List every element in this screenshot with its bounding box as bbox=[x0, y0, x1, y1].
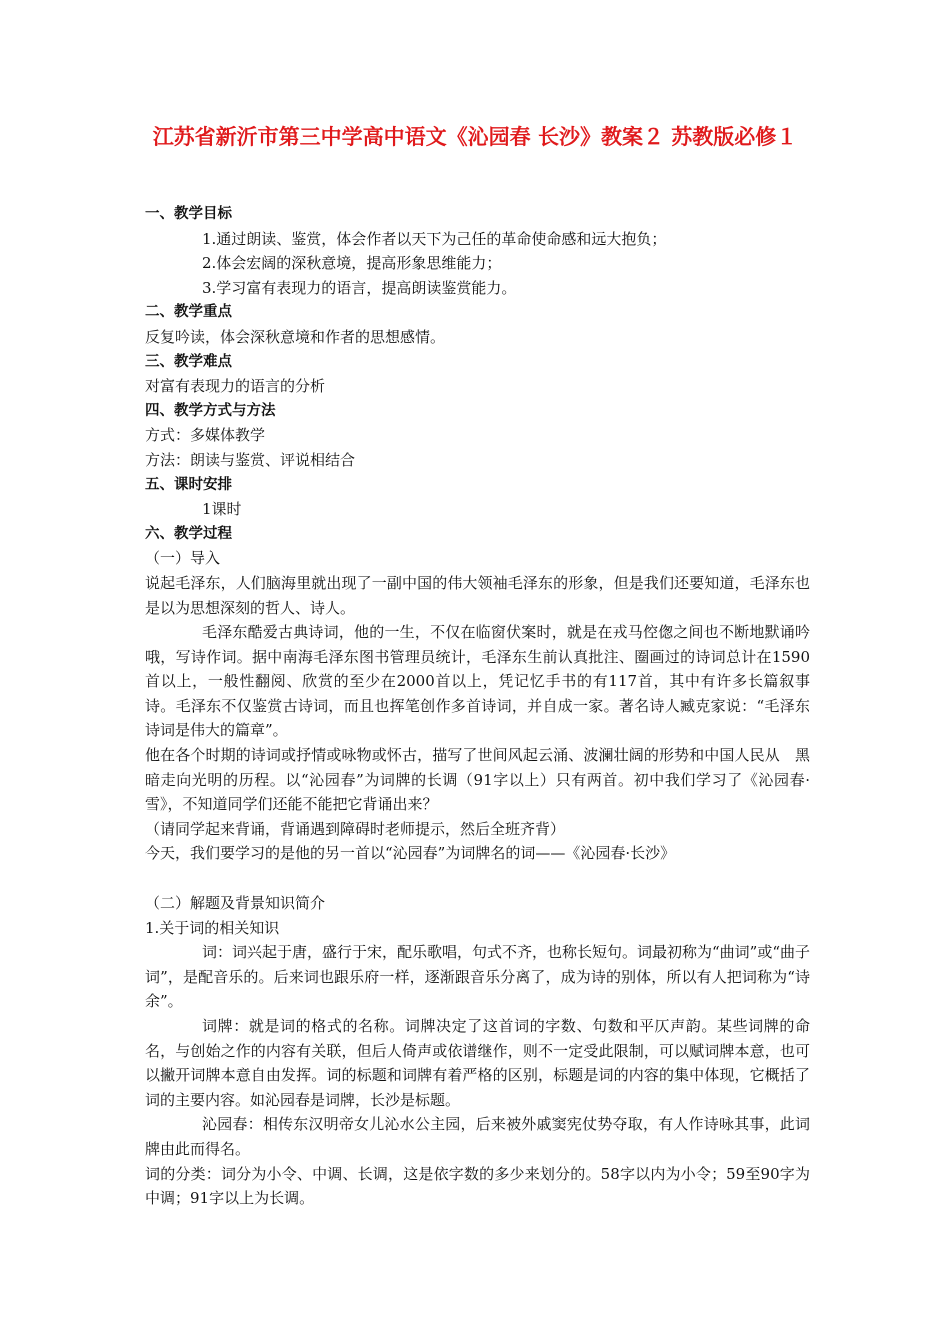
paragraph: （请同学起来背诵，背诵遇到障碍时老师提示，然后全班齐背） bbox=[145, 819, 566, 838]
section-heading: 二、教学重点 bbox=[145, 304, 232, 321]
indented-line: 2.体会宏阔的深秋意境，提高形象思维能力； bbox=[202, 254, 502, 273]
paragraph: 今天，我们要学习的是他的另一首以“沁园春”为词牌名的词——《沁园春·长沙》 bbox=[145, 844, 676, 863]
indented-line: 1课时 bbox=[202, 500, 242, 519]
section-heading: 三、教学难点 bbox=[145, 353, 232, 370]
paragraph: （一）导入 bbox=[145, 549, 221, 568]
section-heading: 一、教学目标 bbox=[145, 206, 232, 222]
paragraph: 对富有表现力的语言的分析 bbox=[145, 377, 326, 396]
paragraph: 毛泽东酷爱古典诗词，他的一生，不仅在临窗伏案时，就是在戎马倥偬之间也不断地默诵吟哦，写诗作词。据中南海毛泽东图书管理员统计，毛泽东生前认真批注、圈画过的诗词总计在1590首以上，一般性翻阅、欣赏的至少在2000首以上，凭记忆手书的有117首，其中有许多长篇叙事诗。毛泽东不仅鉴赏古诗词，而且也挥笔创作多首诗词，并自成一家。著名诗人臧克家说：“毛泽东诗词是伟大的篇章”。 bbox=[145, 623, 810, 740]
indented-line: 3.学习富有表现力的语言，提高朗读鉴赏能力。 bbox=[202, 278, 517, 297]
paragraph: 反复吟读，体会深秋意境和作者的思想感情。 bbox=[145, 327, 446, 346]
paragraph: 沁园春：相传东汉明帝女儿沁水公主园，后来被外戚窦宪仗势夺取，有人作诗咏其事，此词牌由此而得名。 bbox=[145, 1115, 810, 1158]
paragraph: 词牌：就是词的格式的名称。词牌决定了这首词的字数、句数和平仄声韵。某些词牌的命名，与创始之作的内容有关联，但后人倚声或依谱继作，则不一定受此限制，可以赋词牌本意，也可以撇开词牌本意自由发挥。词的标题和词牌有着严格的区别，标题是词的内容的集中体现，它概括了词的主要内容。如沁园春是词牌，长沙是标题。 bbox=[145, 1017, 810, 1109]
paragraph: 词：词兴起于唐，盛行于宋，配乐歌唱，句式不齐，也称长短句。词最初称为“曲词”或“曲子词”，是配音乐的。后来词也跟乐府一样，逐渐跟音乐分离了，成为诗的别体，所以有人把词称为“诗余”。 bbox=[145, 943, 811, 1011]
section-heading: 五、课时安排 bbox=[145, 476, 232, 493]
paragraph: （二）解题及背景知识简介 bbox=[145, 894, 326, 913]
paragraph: 1.关于词的相关知识 bbox=[145, 918, 280, 937]
paragraph: 他在各个时期的诗词或抒情或咏物或怀古，描写了世间风起云涌、波澜壮阔的形势和中国人民从 黑暗走向光明的历程。以“沁园春”为词牌的长调（91字以上）只有两首。初中我们学习了《沁园春·雪》，不知道同学们还能不能把它背诵出来？ bbox=[145, 746, 810, 814]
paragraph: 方法：朗读与鉴赏、评说相结合 bbox=[145, 450, 356, 469]
paragraph: 词的分类：词分为小令、中调、长调，这是依字数的多少来划分的。58字以内为小令；59至90字为中调；91字以上为长调。 bbox=[145, 1164, 810, 1208]
document-title: 江苏省新沂市第三中学高中语文《沁园春 长沙》教案２ 苏教版必修１ bbox=[152, 125, 798, 149]
blank-line bbox=[145, 866, 810, 891]
indented-line: 1.通过朗读、鉴赏，体会作者以天下为己任的革命使命感和远大抱负； bbox=[202, 229, 667, 248]
document-body bbox=[145, 202, 810, 1211]
paragraph: 说起毛泽东，人们脑海里就出现了一副中国的伟大领袖毛泽东的形象，但是我们还要知道，毛泽东也是以为思想深刻的哲人、诗人。 bbox=[145, 573, 810, 617]
section-heading: 四、教学方式与方法 bbox=[145, 402, 276, 419]
section-heading: 六、教学过程 bbox=[145, 525, 232, 542]
paragraph: 方式：多媒体教学 bbox=[145, 426, 266, 445]
